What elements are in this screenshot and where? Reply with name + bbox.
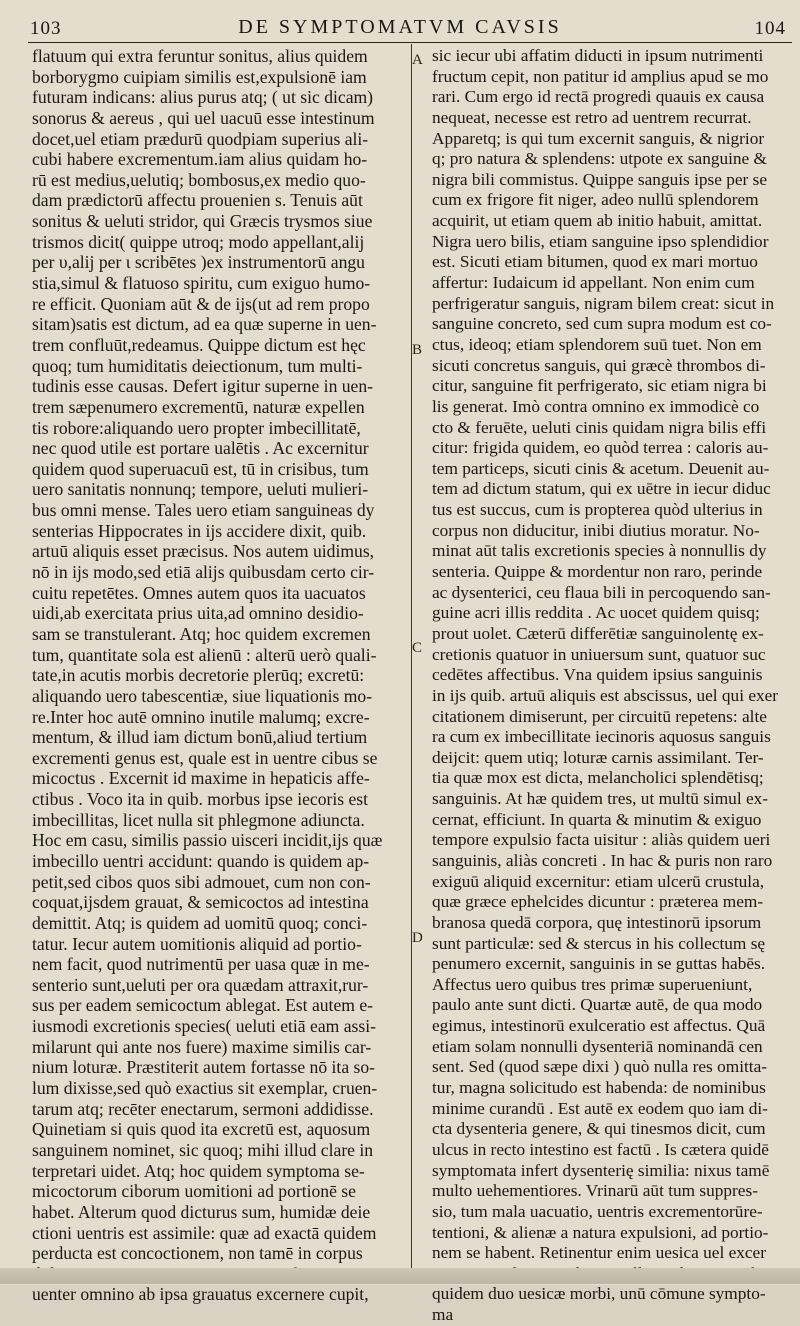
text-line: bus omni mense. Tales uero etiam sanguineas dy xyxy=(32,500,375,521)
text-line: cedētes affectibus. Vna quidem ipsius sanguinis xyxy=(432,665,763,685)
text-line: tudinis esse causas. Defert igitur superne in uen- xyxy=(32,376,374,397)
text-line: nigra bili commistus. Quippe sanguis ipse per se xyxy=(432,169,768,189)
text-line: sic iecur ubi affatim diducti in ipsum nutrimenti xyxy=(432,46,764,65)
text-line: iusmodi excretionis species( ueluti etiā eam assi- xyxy=(32,1016,376,1037)
text-line: sanguinis. At hæ quidem tres, ut multū simul ex- xyxy=(432,789,769,809)
text-line: quoq; tum humiditatis deiectionum, tum multi- xyxy=(32,355,363,376)
text-line: penumero excernit, sanguinis in se guttas habēs. xyxy=(432,954,766,974)
text-line: cubi habere excrementum.iam alius quidam ho- xyxy=(32,149,368,170)
text-line: cernat, efficiunt. In quarta & minutim & exiguo xyxy=(432,809,762,829)
text-line: nem se habent. Retinentur enim uesica uel excer xyxy=(432,1243,766,1263)
text-line: trem confluūt,redeamus. Quippe dictum est hęc xyxy=(32,334,366,355)
text-line: in ijs quib. artuū aliquis est abscissus, uel qui exer xyxy=(432,685,779,705)
margin-letter-b: B xyxy=(412,342,423,358)
text-line: Nigra uero bilis, etiam sanguine ipso splendidior xyxy=(432,231,769,251)
text-line: sonitus & ueluti stridor, qui Græcis trysmos siue xyxy=(32,211,373,232)
right-column xyxy=(432,46,790,1326)
text-line: lum dixisse,sed quò exactius sit exemplar, cruen- xyxy=(32,1078,378,1099)
text-line: sonorus & aereus , qui uel uacuū esse intestinum xyxy=(32,107,375,128)
text-line: multo uehementiores. Vrinarū aūt tum suppres- xyxy=(432,1181,758,1201)
text-line: rari. Cum ergo id rectā progredi quauis ex causa xyxy=(432,87,765,107)
text-line: Apparetq; is qui tum excernit sanguis, & nigrior xyxy=(432,128,765,148)
margin-letter-d: D xyxy=(412,930,423,946)
text-line: symptomata infert dysenterię similia: nixus tamē xyxy=(432,1160,770,1180)
column-divider xyxy=(411,44,412,1276)
left-column xyxy=(32,46,406,1305)
text-line: docet,uel etiam prædurū quodpiam superius ali- xyxy=(32,128,369,149)
text-line: minime curandū . Est autē ex eodem quo iam di- xyxy=(432,1098,768,1118)
text-line: lis generat. Imò contra omnino ex immodicè co xyxy=(432,396,760,416)
text-line: nium loturæ. Præstiterit autem fortasse nō ita so- xyxy=(32,1057,376,1078)
text-line: borborygmo cuipiam similis est,expulsionē iam xyxy=(32,66,367,87)
text-line: Affectus uero quibus tres primæ superueniunt, xyxy=(432,974,753,994)
text-line: tentioni, & alienæ a natura expulsioni, ad portio- xyxy=(432,1222,769,1242)
text-line: milarunt qui ante nos fuere) maxime similis car- xyxy=(32,1036,372,1057)
text-line: futuram indicans: alius purus atq; ( ut sic dicam) xyxy=(32,87,374,108)
margin-letter-a: A xyxy=(412,52,423,68)
text-line: paulo ante sunt dicti. Quartæ autē, de qua modo xyxy=(432,995,763,1015)
text-line: sam se transtulerant. Atq; hoc quidem excremen xyxy=(32,623,371,644)
text-line: micoctorum ciborum uomitioni ad portionē se xyxy=(32,1181,356,1202)
text-line: q; pro natura & splendens: utpote ex sanguine & xyxy=(432,149,767,169)
text-line: perfrigeratur sanguis, nigram bilem creat: sicut in xyxy=(432,293,775,313)
running-header xyxy=(0,14,800,44)
text-line: est. Sicuti etiam bitumen, quod ex mari mortuo xyxy=(432,252,758,272)
text-line: acquirit, ut etiam quem ab initio habuit, amittat. xyxy=(432,211,763,231)
text-line: perducta est concoctionem, non tamē in corpus xyxy=(32,1243,363,1264)
text-line: affertur: Iudaicum id appellant. Non enim cum xyxy=(432,273,755,293)
text-line: ctioni uentris est assimile: quæ ad exactā quidem xyxy=(32,1222,377,1243)
text-line: nem facit, quod nutrimentū per uasa quæ in me- xyxy=(32,954,370,975)
text-line: petit,sed cibos quos sibi admouet, cum non con- xyxy=(32,871,371,892)
text-line: branosa quedā corpora, quę intestinorū ipsorum xyxy=(432,912,762,932)
header-rule xyxy=(28,42,792,43)
text-line: uenter omnino ab ipsa grauatus excernere cupit, xyxy=(32,1284,369,1305)
text-line: coquat,ijsdem grauat, & semicoctos ad intestina xyxy=(32,892,369,913)
text-line: minat aūt talis excretionis species à nonnullis dy xyxy=(432,541,767,561)
text-line: cuitu repetētes. Omnes autem quos ita uacuatos xyxy=(32,582,366,603)
text-line: tem ad dictum statum, qui ex uētre in iecur diduc xyxy=(432,479,771,499)
text-line: nequeat, necesse est retro ad uentrem recurrat. xyxy=(432,107,752,127)
text-line: tarum atq; recēter enectarum, sermoni addidisse. xyxy=(32,1098,374,1119)
text-line: sanguinis, aliàs concreti . In hac & puris non raro xyxy=(432,850,773,870)
text-line: excrementi genus est, quale est in uentre cibus se xyxy=(32,747,378,768)
text-line: senterio sunt,ueluti per ora quædam attraxit,rur- xyxy=(32,974,369,995)
text-line: sicuti concretus sanguis, qui græcè thrombos di- xyxy=(432,355,766,375)
text-line: uidi,ab exercitata prius uita,ad omnino desidio- xyxy=(32,603,364,624)
text-line: sus per eadem semicoctum ablegat. Est autem e- xyxy=(32,995,373,1016)
text-line: sent. Sed (quod sæpe dixi ) quò nulla res omitta- xyxy=(432,1057,768,1077)
text-line: uero sanitatis nonnunq; tempore, ueluti mulieri- xyxy=(32,479,369,500)
text-line: quæ græce ephelcides dicuntur : præterea mem- xyxy=(432,892,764,912)
page-bottom-edge xyxy=(0,1268,800,1284)
text-line: fructum cepit, non patitur id amplius apud se mo xyxy=(432,66,769,86)
text-line: Hoc em casu, similis passio uisceri incidit,ijs quæ xyxy=(32,830,383,851)
text-line: micoctus . Excernit id maxime in hepaticis affe- xyxy=(32,768,370,789)
text-line: quidem quod superuacuū est, tū in crisibus, tum xyxy=(32,458,369,479)
text-line: imbecillo uentri accidunt: quando is quidem ap- xyxy=(32,850,370,871)
text-line: nec quod utile est portare ualētis . Ac excernitur xyxy=(32,438,369,459)
running-title: DE SYMPTOMATVM CAVSIS xyxy=(238,16,562,38)
text-line: re.Inter hoc autē omnino inutile malumq; excre- xyxy=(32,706,370,727)
text-line: corpus non diducitur, inibi diutius moratur. No- xyxy=(432,520,760,540)
text-line: citur, sanguine fit perfrigerato, sic etiam nigra bi xyxy=(432,376,767,396)
text-line: imbecillitas, licet nulla sit phlegmone adiuncta. xyxy=(32,809,365,830)
text-line: aliquando uero tabescentiæ, siue liquationis mo- xyxy=(32,685,373,706)
text-line: tis robore:aliquando uero propter imbecillitatē, xyxy=(32,417,361,438)
text-line: tur, magna solicitudo est habenda: de nominibus xyxy=(432,1078,766,1098)
text-line: artuū aliquis esset præcisus. Nos autem uidimus, xyxy=(32,541,375,562)
text-line: habet. Alterum quod dicturus sum, humidæ deie xyxy=(32,1201,371,1222)
text-line: guine acri illis reddita . Ac uocet quidem quisq; xyxy=(432,603,760,623)
text-line: terpretari uidet. Atq; hoc quidem symptoma se- xyxy=(32,1160,365,1181)
text-line: sitam)satis est dictum, ad ea quæ superne in uen- xyxy=(32,314,377,335)
text-line: mentum, & illud iam dictum bonū,aliud tertium xyxy=(32,727,368,748)
text-line: exiguū aliquid excernitur: etiam ulcerū crustula, xyxy=(432,871,765,891)
text-line: ra cum ex imbecillitate iecinoris aquosus sanguis xyxy=(432,727,771,747)
text-line: sio, tum mala uacuatio, uentris excrementorūre- xyxy=(432,1201,763,1221)
text-line: deijcit: quem utiq; loturæ carnis assimilant. Ter- xyxy=(432,747,764,767)
text-line: ulcus in recto intestino est factū . Is cætera quidē xyxy=(432,1139,769,1159)
text-line: per υ,alij per ι scribētes )ex instrumentorū angu xyxy=(32,252,365,273)
text-line: tum, quantitate sola est alienū : alterū uerò quali- xyxy=(32,644,377,665)
text-line: cum ex frigore fit niger, adeo nullū splendorem xyxy=(432,190,759,210)
text-line: egimus, intestinorū exulceratio est affectus. Quā xyxy=(432,1016,766,1036)
text-line: etiam solam nonnulli dysenteriā nominandā cen xyxy=(432,1036,763,1056)
text-line: sunt particulæ: sed & stercus in his collectum sę xyxy=(432,933,766,953)
text-line: citationem dimiserunt, per circuitū repetens: alte xyxy=(432,706,767,726)
text-line: senterias Hippocrates in ijs accidere dixit, quib. xyxy=(32,520,367,541)
text-line: trismos dicit( quippe utroq; modo appellant,alij xyxy=(32,231,365,252)
text-line: quidem duo uesicæ morbi, unū cōmune sympto- xyxy=(432,1284,766,1304)
text-line: tatur. Iecur autem uomitionis aliquid ad portio- xyxy=(32,933,362,954)
page-number-left: 103 xyxy=(30,18,62,39)
text-line: dam prædictorū affectu prouenien s. Tenuis aūt xyxy=(32,190,363,211)
text-line: tempore expulsio facta uisitur : aliàs quidem ueri xyxy=(432,830,771,850)
text-line: stia,simul & flatuoso spiritu, cum exiguo humo- xyxy=(32,273,371,294)
page-number-right: 104 xyxy=(754,18,786,39)
text-line: sanguinem nominet, sic quoq; mihi illud clare in xyxy=(32,1139,374,1160)
text-line: cto & feruēte, ueluti cinis quidam nigra bilis effi xyxy=(432,417,767,437)
text-line: re efficit. Quoniam aūt & de ijs(ut ad rem propo xyxy=(32,293,370,314)
text-line: rū est medius,uelutiq; bombosus,ex medio quo- xyxy=(32,169,366,190)
text-line: citur: frigida quidem, eo quòd terrea : caloris au- xyxy=(432,438,769,458)
text-line: ctus, ideoq; etiam splendorem suū tuet. Non em xyxy=(432,334,762,354)
text-line: ac dysenterici, ceu flaua bili in percoquendo san- xyxy=(432,582,771,602)
text-line: tia quæ mox est dicta, melancholici splendētisq; xyxy=(432,768,764,788)
text-line: senteria. Quippe & mordentur non raro, perinde xyxy=(432,562,763,582)
text-line: Quinetiam si quis quod ita excretū est, aquosum xyxy=(32,1119,371,1140)
text-line: demittit. Atq; is quidem ad uomitū quoq; conci- xyxy=(32,912,368,933)
text-line: tate,in acutis morbis decretorie plerūq; excretū: xyxy=(32,665,365,686)
text-line: cta dysenteria genere, & qui tinesmos dicit, cum xyxy=(432,1119,766,1139)
text-line: sanguine concreto, sed cum supra modum est co- xyxy=(432,314,772,334)
text-line: tem particeps, sicuti cinis & acetum. Deuenit au- xyxy=(432,458,770,478)
text-line: ctibus . Voco ita in quib. morbus ipse iecoris est xyxy=(32,789,369,810)
text-line: tus est succus, cum is propterea quòd ulterius in xyxy=(432,500,763,520)
text-line: prout uolet. Cæterū differētiæ sanguinolentę ex- xyxy=(432,623,764,643)
text-line: flatuum qui extra feruntur sonitus, alius quidem xyxy=(32,46,368,66)
text-line: nō in ijs modo,sed etiā alijs quibusdam certo cir- xyxy=(32,562,375,583)
text-line: trem sæpenumero excrementū, naturæ expellen xyxy=(32,396,365,417)
text-line: cretionis quatuor in uniuersum sunt, quatuor suc xyxy=(432,644,766,664)
text-line: ma xyxy=(432,1305,454,1325)
margin-letter-c: C xyxy=(412,640,423,656)
